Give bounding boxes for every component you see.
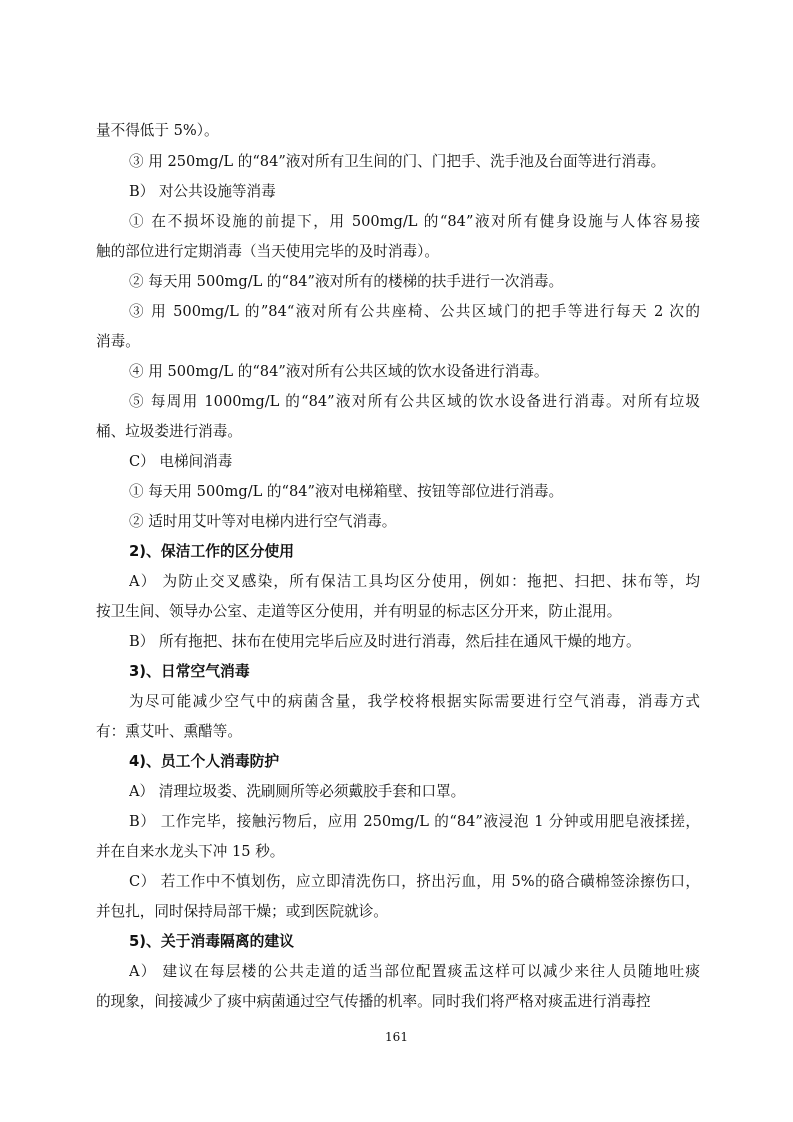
text-line: ③ 用 500mg/L 的”84“液对所有公共座椅、公共区域门的把手等进行每天 2 次的 xyxy=(129,303,700,320)
text-line: 按卫生间、领导办公室、走道等区分使用，并有明显的标志区分开来，防止混用。 xyxy=(96,603,622,620)
text-line: B） 对公共设施等消毒 xyxy=(129,183,276,200)
text-line: ② 每天用 500mg/L 的“84”液对所有的楼梯的扶手进行一次消毒。 xyxy=(129,273,564,290)
section-heading: 4)、员工个人消毒防护 xyxy=(129,753,280,770)
text-line: B） 工作完毕，接触污物后，应用 250mg/L 的“84”液浸泡 1 分钟或用肥皂液揉搓， xyxy=(129,813,700,830)
text-line: ④ 用 500mg/L 的“84”液对所有公共区域的饮水设备进行消毒。 xyxy=(129,363,549,380)
text-line: B） 所有拖把、抹布在使用完毕后应及时进行消毒，然后挂在通风干燥的地方。 xyxy=(129,633,641,650)
text-line: A） 清理垃圾娄、洗刷厕所等必须戴胶手套和口罩。 xyxy=(129,783,466,800)
text-line: ① 在不损坏设施的前提下，用 500mg/L 的“84”液对所有健身设施与人体容易接 xyxy=(129,213,700,230)
text-line: 桶、垃圾娄进行消毒。 xyxy=(96,423,242,440)
text-line: C） 电梯间消毒 xyxy=(129,453,233,470)
text-line: 为尽可能减少空气中的病菌含量，我学校将根据实际需要进行空气消毒，消毒方式 xyxy=(129,693,700,710)
text-line: 消毒。 xyxy=(96,333,140,350)
text-line: A） 建议在每层楼的公共走道的适当部位配置痰盂这样可以减少来往人员随地吐痰 xyxy=(129,963,700,980)
page-number: 161 xyxy=(385,1030,408,1044)
text-line: ⑤ 每周用 1000mg/L 的“84”液对所有公共区域的饮水设备进行消毒。对所有垃圾 xyxy=(129,393,700,410)
text-line: ③ 用 250mg/L 的“84”液对所有卫生间的门、门把手、洗手池及台面等进行消毒。 xyxy=(129,153,666,170)
text-line: 触的部位进行定期消毒（当天使用完毕的及时消毒）。 xyxy=(96,243,439,260)
text-line: 并包扎，同时保持局部干燥；或到医院就诊。 xyxy=(96,903,388,920)
section-heading: 2)、保洁工作的区分使用 xyxy=(129,543,295,560)
text-line: C） 若工作中不慎划伤，应立即清洗伤口，挤出污血，用 5%的硌合磺棉签涂擦伤口， xyxy=(129,873,700,890)
text-line: 有：熏艾叶、熏醋等。 xyxy=(96,723,242,740)
text-line: A） 为防止交叉感染，所有保洁工具均区分使用，例如：拖把、扫把、抹布等，均 xyxy=(129,573,700,590)
text-line: ① 每天用 500mg/L 的“84”液对电梯箱壁、按钮等部位进行消毒。 xyxy=(129,483,564,500)
section-heading: 5)、关于消毒隔离的建议 xyxy=(129,933,295,950)
text-line: 的现象，间接减少了痰中病菌通过空气传播的机率。同时我们将严格对痰盂进行消毒控 xyxy=(96,993,651,1010)
text-line: ② 适时用艾叶等对电梯内进行空气消毒。 xyxy=(129,513,397,530)
text-line: 量不得低于 5%）。 xyxy=(96,122,219,139)
text-line: 并在自来水龙头下冲 15 秒。 xyxy=(96,843,285,860)
section-heading: 3)、日常空气消毒 xyxy=(129,663,250,680)
